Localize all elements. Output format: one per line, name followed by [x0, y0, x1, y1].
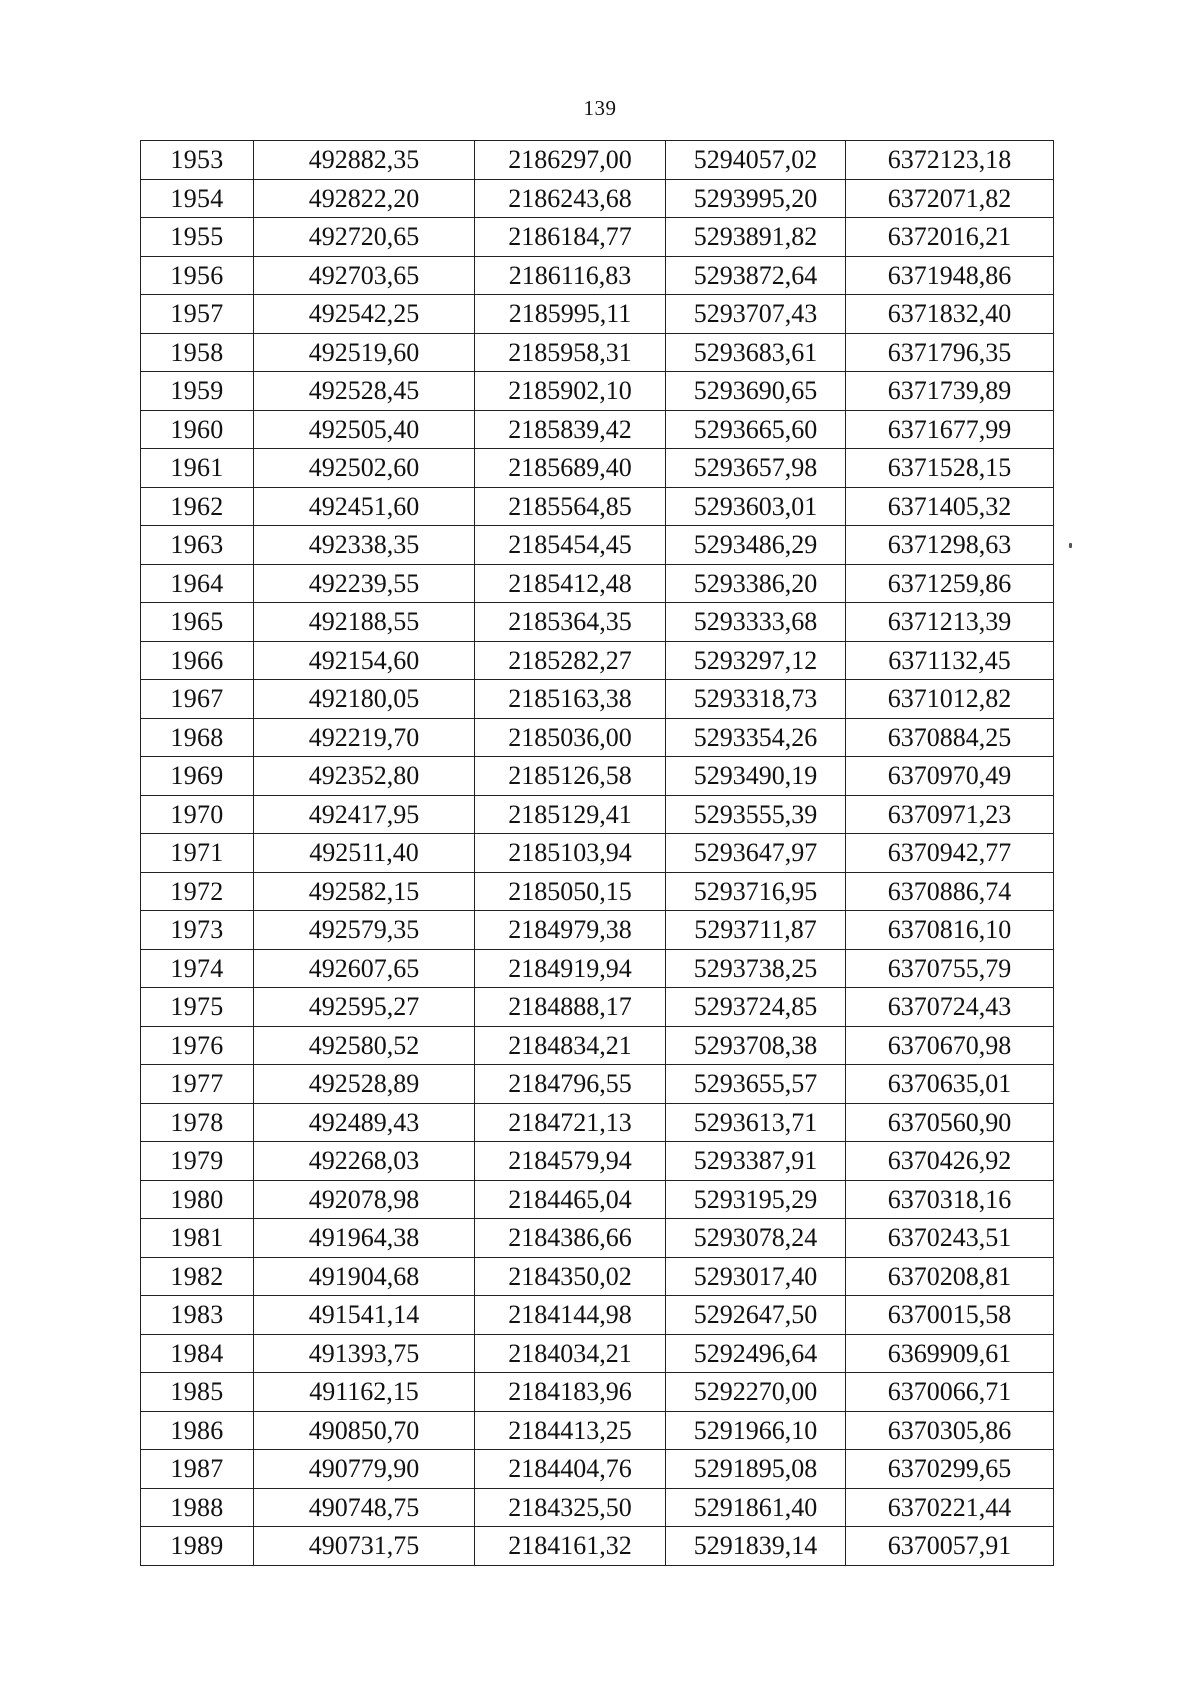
value-cell: 6371298,63 [846, 526, 1054, 565]
value-cell: 2184325,50 [475, 1488, 666, 1527]
value-cell: 2184413,25 [475, 1411, 666, 1450]
year-cell: 1980 [141, 1180, 254, 1219]
year-cell: 1982 [141, 1257, 254, 1296]
value-cell: 5293490,19 [666, 757, 846, 796]
value-cell: 5293647,97 [666, 834, 846, 873]
value-cell: 492582,15 [254, 872, 475, 911]
value-cell: 6370670,98 [846, 1026, 1054, 1065]
value-cell: 492511,40 [254, 834, 475, 873]
value-cell: 5293655,57 [666, 1065, 846, 1104]
value-cell: 5292496,64 [666, 1334, 846, 1373]
value-cell: 2185129,41 [475, 795, 666, 834]
value-cell: 491964,38 [254, 1219, 475, 1258]
value-cell: 5293486,29 [666, 526, 846, 565]
table-row [141, 410, 1054, 449]
value-cell: 2185564,85 [475, 487, 666, 526]
value-cell: 5293711,87 [666, 911, 846, 950]
year-cell: 1969 [141, 757, 254, 796]
value-cell: 492519,60 [254, 333, 475, 372]
value-cell: 5293318,73 [666, 680, 846, 719]
value-cell: 2184721,13 [475, 1103, 666, 1142]
year-cell: 1970 [141, 795, 254, 834]
value-cell: 2185036,00 [475, 718, 666, 757]
value-cell: 5293297,12 [666, 641, 846, 680]
value-cell: 5292647,50 [666, 1296, 846, 1335]
table-row [141, 1026, 1054, 1065]
value-cell: 2184888,17 [475, 988, 666, 1027]
year-cell: 1955 [141, 218, 254, 257]
value-cell: 5293354,26 [666, 718, 846, 757]
year-cell: 1973 [141, 911, 254, 950]
value-cell: 6370884,25 [846, 718, 1054, 757]
value-cell: 491904,68 [254, 1257, 475, 1296]
value-cell: 492528,89 [254, 1065, 475, 1104]
value-cell: 2185839,42 [475, 410, 666, 449]
table-row [141, 1142, 1054, 1181]
value-cell: 492542,25 [254, 295, 475, 334]
value-cell: 2184404,76 [475, 1450, 666, 1489]
value-cell: 490779,90 [254, 1450, 475, 1489]
value-cell: 6370724,43 [846, 988, 1054, 1027]
value-cell: 6370243,51 [846, 1219, 1054, 1258]
value-cell: 492703,65 [254, 256, 475, 295]
year-cell: 1987 [141, 1450, 254, 1489]
value-cell: 6370560,90 [846, 1103, 1054, 1142]
value-cell: 6370057,91 [846, 1527, 1054, 1566]
value-cell: 5293683,61 [666, 333, 846, 372]
year-cell: 1985 [141, 1373, 254, 1412]
value-cell: 6370755,79 [846, 949, 1054, 988]
year-cell: 1954 [141, 179, 254, 218]
value-cell: 2186297,00 [475, 141, 666, 180]
value-cell: 6371677,99 [846, 410, 1054, 449]
value-cell: 2185050,15 [475, 872, 666, 911]
value-cell: 2185412,48 [475, 564, 666, 603]
value-cell: 6372123,18 [846, 141, 1054, 180]
value-cell: 5293017,40 [666, 1257, 846, 1296]
value-cell: 492505,40 [254, 410, 475, 449]
table-row [141, 1180, 1054, 1219]
value-cell: 490731,75 [254, 1527, 475, 1566]
value-cell: 2185958,31 [475, 333, 666, 372]
value-cell: 5291861,40 [666, 1488, 846, 1527]
value-cell: 5293613,71 [666, 1103, 846, 1142]
table-row [141, 680, 1054, 719]
year-cell: 1960 [141, 410, 254, 449]
value-cell: 6370015,58 [846, 1296, 1054, 1335]
year-cell: 1977 [141, 1065, 254, 1104]
value-cell: 6371796,35 [846, 333, 1054, 372]
value-cell: 6370942,77 [846, 834, 1054, 873]
value-cell: 5293995,20 [666, 179, 846, 218]
table-row [141, 487, 1054, 526]
table-row [141, 988, 1054, 1027]
value-cell: 6370305,86 [846, 1411, 1054, 1450]
year-cell: 1986 [141, 1411, 254, 1450]
value-cell: 6371739,89 [846, 372, 1054, 411]
table-row [141, 372, 1054, 411]
value-cell: 2185902,10 [475, 372, 666, 411]
value-cell: 492882,35 [254, 141, 475, 180]
table-row [141, 949, 1054, 988]
value-cell: 2184161,32 [475, 1527, 666, 1566]
table-row [141, 1219, 1054, 1258]
value-cell: 5293707,43 [666, 295, 846, 334]
value-cell: 2184144,98 [475, 1296, 666, 1335]
table-row [141, 295, 1054, 334]
value-cell: 492154,60 [254, 641, 475, 680]
year-cell: 1962 [141, 487, 254, 526]
value-cell: 5293333,68 [666, 603, 846, 642]
value-cell: 2184350,02 [475, 1257, 666, 1296]
table-row [141, 1103, 1054, 1142]
year-cell: 1984 [141, 1334, 254, 1373]
value-cell: 2184465,04 [475, 1180, 666, 1219]
value-cell: 6370208,81 [846, 1257, 1054, 1296]
year-cell: 1964 [141, 564, 254, 603]
value-cell: 5293555,39 [666, 795, 846, 834]
year-cell: 1956 [141, 256, 254, 295]
year-cell: 1983 [141, 1296, 254, 1335]
value-cell: 5293708,38 [666, 1026, 846, 1065]
value-cell: 6371132,45 [846, 641, 1054, 680]
table-row [141, 795, 1054, 834]
value-cell: 6370318,16 [846, 1180, 1054, 1219]
value-cell: 6370221,44 [846, 1488, 1054, 1527]
table-row [141, 1334, 1054, 1373]
value-cell: 5293195,29 [666, 1180, 846, 1219]
value-cell: 492338,35 [254, 526, 475, 565]
year-cell: 1988 [141, 1488, 254, 1527]
value-cell: 492595,27 [254, 988, 475, 1027]
table-row [141, 564, 1054, 603]
value-cell: 6370635,01 [846, 1065, 1054, 1104]
value-cell: 2184579,94 [475, 1142, 666, 1181]
value-cell: 491393,75 [254, 1334, 475, 1373]
table-row [141, 1373, 1054, 1412]
table-row [141, 603, 1054, 642]
table-row [141, 757, 1054, 796]
value-cell: 492822,20 [254, 179, 475, 218]
year-cell: 1978 [141, 1103, 254, 1142]
year-cell: 1963 [141, 526, 254, 565]
year-cell: 1972 [141, 872, 254, 911]
year-cell: 1958 [141, 333, 254, 372]
year-cell: 1967 [141, 680, 254, 719]
table-row [141, 1296, 1054, 1335]
value-cell: 2184834,21 [475, 1026, 666, 1065]
value-cell: 6371405,32 [846, 487, 1054, 526]
value-cell: 5293738,25 [666, 949, 846, 988]
value-cell: 2184386,66 [475, 1219, 666, 1258]
value-cell: 6371948,86 [846, 256, 1054, 295]
value-cell: 2185689,40 [475, 449, 666, 488]
value-cell: 5291839,14 [666, 1527, 846, 1566]
year-cell: 1959 [141, 372, 254, 411]
value-cell: 6370971,23 [846, 795, 1054, 834]
value-cell: 492528,45 [254, 372, 475, 411]
year-cell: 1976 [141, 1026, 254, 1065]
value-cell: 6371259,86 [846, 564, 1054, 603]
value-cell: 492219,70 [254, 718, 475, 757]
value-cell: 2185163,38 [475, 680, 666, 719]
table-row [141, 1257, 1054, 1296]
value-cell: 2185282,27 [475, 641, 666, 680]
value-cell: 492352,80 [254, 757, 475, 796]
value-cell: 5293690,65 [666, 372, 846, 411]
value-cell: 6371528,15 [846, 449, 1054, 488]
page-number: 139 [583, 96, 617, 120]
value-cell: 2184183,96 [475, 1373, 666, 1412]
value-cell: 6371832,40 [846, 295, 1054, 334]
value-cell: 2186184,77 [475, 218, 666, 257]
value-cell: 6370816,10 [846, 911, 1054, 950]
year-cell: 1971 [141, 834, 254, 873]
value-cell: 492180,05 [254, 680, 475, 719]
value-cell: 6370426,92 [846, 1142, 1054, 1181]
table-row [141, 333, 1054, 372]
value-cell: 6371213,39 [846, 603, 1054, 642]
value-cell: 492239,55 [254, 564, 475, 603]
year-cell: 1965 [141, 603, 254, 642]
table-row [141, 1450, 1054, 1489]
year-cell: 1957 [141, 295, 254, 334]
stray-mark [1069, 543, 1072, 548]
value-cell: 2185126,58 [475, 757, 666, 796]
table-row [141, 872, 1054, 911]
value-cell: 5293078,24 [666, 1219, 846, 1258]
value-cell: 492188,55 [254, 603, 475, 642]
year-cell: 1981 [141, 1219, 254, 1258]
table-row [141, 834, 1054, 873]
value-cell: 5294057,02 [666, 141, 846, 180]
value-cell: 2185364,35 [475, 603, 666, 642]
value-cell: 492502,60 [254, 449, 475, 488]
value-cell: 492451,60 [254, 487, 475, 526]
value-cell: 2184979,38 [475, 911, 666, 950]
value-cell: 2184034,21 [475, 1334, 666, 1373]
value-cell: 5293716,95 [666, 872, 846, 911]
table-row [141, 218, 1054, 257]
table-row [141, 526, 1054, 565]
value-cell: 5291966,10 [666, 1411, 846, 1450]
value-cell: 5293724,85 [666, 988, 846, 1027]
table-row [141, 256, 1054, 295]
value-cell: 490850,70 [254, 1411, 475, 1450]
value-cell: 492720,65 [254, 218, 475, 257]
value-cell: 2186243,68 [475, 179, 666, 218]
value-cell: 6369909,61 [846, 1334, 1054, 1373]
year-cell: 1974 [141, 949, 254, 988]
value-cell: 2185454,45 [475, 526, 666, 565]
table-row [141, 1488, 1054, 1527]
table-body [141, 141, 1054, 1566]
value-cell: 2186116,83 [475, 256, 666, 295]
value-cell: 5292270,00 [666, 1373, 846, 1412]
value-cell: 6372071,82 [846, 179, 1054, 218]
value-cell: 2184796,55 [475, 1065, 666, 1104]
table-row [141, 1065, 1054, 1104]
value-cell: 5293665,60 [666, 410, 846, 449]
value-cell: 492417,95 [254, 795, 475, 834]
year-cell: 1968 [141, 718, 254, 757]
value-cell: 491162,15 [254, 1373, 475, 1412]
year-cell: 1979 [141, 1142, 254, 1181]
value-cell: 6370970,49 [846, 757, 1054, 796]
value-cell: 492579,35 [254, 911, 475, 950]
value-cell: 492078,98 [254, 1180, 475, 1219]
table-row [141, 1527, 1054, 1566]
value-cell: 492268,03 [254, 1142, 475, 1181]
value-cell: 5293386,20 [666, 564, 846, 603]
year-cell: 1966 [141, 641, 254, 680]
value-cell: 6370299,65 [846, 1450, 1054, 1489]
value-cell: 5293891,82 [666, 218, 846, 257]
table-row [141, 718, 1054, 757]
value-cell: 490748,75 [254, 1488, 475, 1527]
value-cell: 492607,65 [254, 949, 475, 988]
year-cell: 1989 [141, 1527, 254, 1566]
value-cell: 2185103,94 [475, 834, 666, 873]
table-row [141, 449, 1054, 488]
value-cell: 5293387,91 [666, 1142, 846, 1181]
value-cell: 2185995,11 [475, 295, 666, 334]
year-cell: 1961 [141, 449, 254, 488]
table-row [141, 1411, 1054, 1450]
table-row [141, 141, 1054, 180]
table-row [141, 641, 1054, 680]
value-cell: 2184919,94 [475, 949, 666, 988]
value-cell: 6372016,21 [846, 218, 1054, 257]
value-cell: 6370886,74 [846, 872, 1054, 911]
value-cell: 492489,43 [254, 1103, 475, 1142]
data-table [140, 140, 1054, 1566]
value-cell: 492580,52 [254, 1026, 475, 1065]
table-row [141, 911, 1054, 950]
year-cell: 1953 [141, 141, 254, 180]
table-row [141, 179, 1054, 218]
value-cell: 5293872,64 [666, 256, 846, 295]
year-cell: 1975 [141, 988, 254, 1027]
value-cell: 6370066,71 [846, 1373, 1054, 1412]
value-cell: 6371012,82 [846, 680, 1054, 719]
value-cell: 5291895,08 [666, 1450, 846, 1489]
value-cell: 491541,14 [254, 1296, 475, 1335]
value-cell: 5293603,01 [666, 487, 846, 526]
value-cell: 5293657,98 [666, 449, 846, 488]
